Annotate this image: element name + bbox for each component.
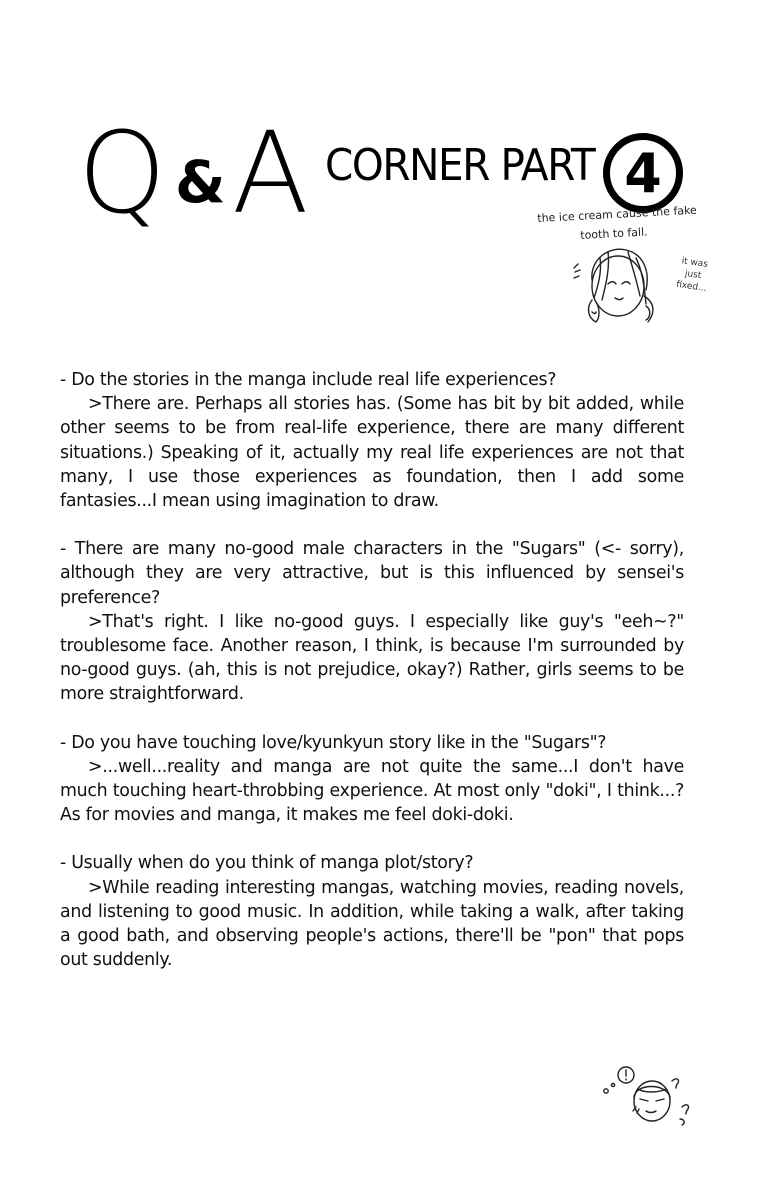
qa-question: - Do you have touching love/kyunkyun story like in the "Sugars"? <box>60 732 607 753</box>
chibi-girl-illustration <box>570 238 670 334</box>
qa-item <box>60 368 684 513</box>
chibi-surprised-illustration <box>600 1063 700 1135</box>
title-part-number-badge <box>603 133 683 213</box>
qa-question: - Usually when do you think of manga plot/story? <box>60 853 474 874</box>
qa-item <box>60 851 684 972</box>
title-ampersand: & <box>175 148 226 216</box>
side-note-line-1: the ice cream cause the fake <box>537 203 698 225</box>
qa-answer: >That's right. I like no-good guys. I especially like guy's "eeh~?" troublesome face. Another reason, I think, is because I'm surrounded by no-good guys. (ah, this is not prejudice, okay?) Rather, girls seems to be more straightforward. <box>60 611 684 705</box>
title-letter-a: A <box>232 109 309 239</box>
qa-answer: >While reading interesting mangas, watching movies, reading novels, and listening to good music. In addition, while taking a walk, after taking a good bath, and observing people's actions, there'll be "pon" that pops out suddenly. <box>60 877 684 971</box>
title-corner-part: CORNER PART <box>325 140 595 191</box>
qa-item <box>60 537 684 706</box>
qa-question: - There are many no-good male characters in the "Sugars" (<- sorry), although they are very attractive, but is this influenced by sensei's preference? <box>60 539 684 608</box>
side-note-line-2: tooth to fall. <box>580 225 648 242</box>
qa-item <box>60 731 684 828</box>
qa-question: - Do the stories in the manga include real life experiences? <box>60 370 557 390</box>
side-note-aside: it was just fixed... <box>675 256 709 295</box>
title-letter-q: Q <box>78 109 165 239</box>
title-part-number: 4 <box>624 141 662 205</box>
qa-content <box>60 368 684 996</box>
qa-answer: >There are. Perhaps all stories has. (Some has bit by bit added, while other seems to be from real-life experience, there are many different situations.) Speaking of it, actually my real life experiences are not that many, I use those experiences as foundation, then I add some fantasies...I mean using imagination to draw. <box>60 394 684 512</box>
qa-answer: >...well...reality and manga are not quite the same...I don't have much touching heart-throbbing experience. At most only "doki", I think...? As for movies and manga, it makes me feel doki-doki. <box>60 756 684 826</box>
